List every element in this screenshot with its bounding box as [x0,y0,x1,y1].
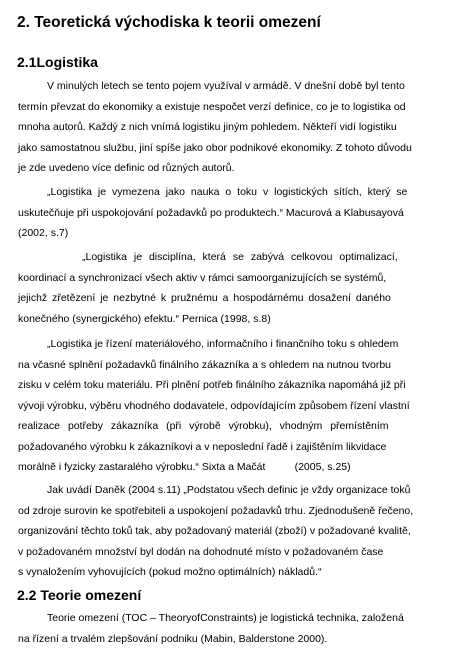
paragraph-line: s vynaložením vyhovujících (pokud možno optimálních) nákladů.“ [18,566,322,578]
paragraph-line: V minulých letech se tento pojem využíval v armádě. V dnešní době byl tento [47,80,405,92]
paragraph-line: na řízení a trvalém zlepšování podniku (Mabin, Balderstone 2000). [18,632,328,645]
section-heading-toc: 2.2 Teorie omezení [17,587,142,603]
paragraph-line: požadovaného výrobku k zákazníkovi a v neposlední řadě i zajištěním likvidace [18,440,387,453]
paragraph-line: „Logistika je řízení materiálového, informačního i finančního toku s ohledem [47,338,399,350]
section-heading-logistika: 2.1Logistika [17,54,98,70]
paragraph-line: uskutečňuje při uspokojování požadavků po produktech.“ Macurová a Klabusayová [18,206,404,219]
paragraph-line: Teorie omezení (TOC – TheoryofConstraints) je logistická technika, založená [47,612,404,624]
paragraph-line: realizace potřeby zákazníka (při výrobě výrobku), vhodným přemístěním [18,420,389,432]
paragraph-definition-macurova [18,182,439,244]
paragraph-line: „Logistika je disciplína, která se zabývá celkovou optimalizací, [82,251,398,263]
paragraph-line: termín převzat do ekonomiky a existuje nespočet verzí definice, co je to logistika od [18,100,406,113]
paragraph-line: zisku v celém toku materiálu. Při plnění potřeb finálního zákazníka napomáhá již při [18,379,406,391]
paragraph-line: Jak uvádí Daněk (2004 s.11) „Podstatou všech definic je vždy organizace toků [47,484,411,496]
paragraph-line: je zde uvedeno více definic od různých autorů. [18,162,235,174]
paragraph-line: v požadovaném množství byl dodán na dohodnuté místo v požadovaném čase [18,545,384,558]
paragraph-line: jako samostatnou službu, jiní spíše jako obor podnikové ekonomiky. Z tohoto důvodu [18,141,412,154]
paragraph-definition-pernica [18,247,439,329]
chapter-heading: 2. Teoretická východiska k teorii omezení [17,14,321,31]
paragraph-line: konečného (synergického) efektu.“ Pernica (1998, s.8) [18,312,271,325]
paragraph-line: „Logistika je vymezena jako nauka o toku v logistických sítích, který se [47,186,408,198]
paragraph-definition-danek [18,480,439,583]
paragraph-definition-sixta [18,334,439,478]
paragraph-line: organizování těchto toků tak, aby požadovaný materiál (zboží) v požadované kvalitě, [18,525,411,537]
paragraph-line: morálně i fyzicky zastaralého výrobku.“ Sixta a Mačát (2005, s.25) [18,461,351,473]
paragraph-line: na včasné splnění požadavků finálního zákazníka a s ohledem na nutnou tvorbu [18,358,392,371]
paragraph-line: jejichž zřetězení je nezbytné k pružnému a hospodárnému dosažení daného [18,292,391,304]
paragraph-line: (2002, s.7) [18,227,69,239]
paragraph-toc [18,608,439,649]
paragraph-line: vývoji výrobku, výběru vhodného dodavatele, odpovídajícím způsobem řízení vlastní [18,399,410,412]
paragraph-intro [18,76,439,179]
paragraph-line: koordinací a synchronizací všech aktiv v rámci samoorganizujících se systémů, [18,271,387,284]
paragraph-line: mnoha autorů. Každý z nich vnímá logistiku jiným pohledem. Někteří vidí logistiku [18,121,397,133]
paragraph-line: od zdroje surovin ke spotřebiteli a uspokojení požadavků trhu. Zjednodušeně řečeno, [18,504,414,517]
